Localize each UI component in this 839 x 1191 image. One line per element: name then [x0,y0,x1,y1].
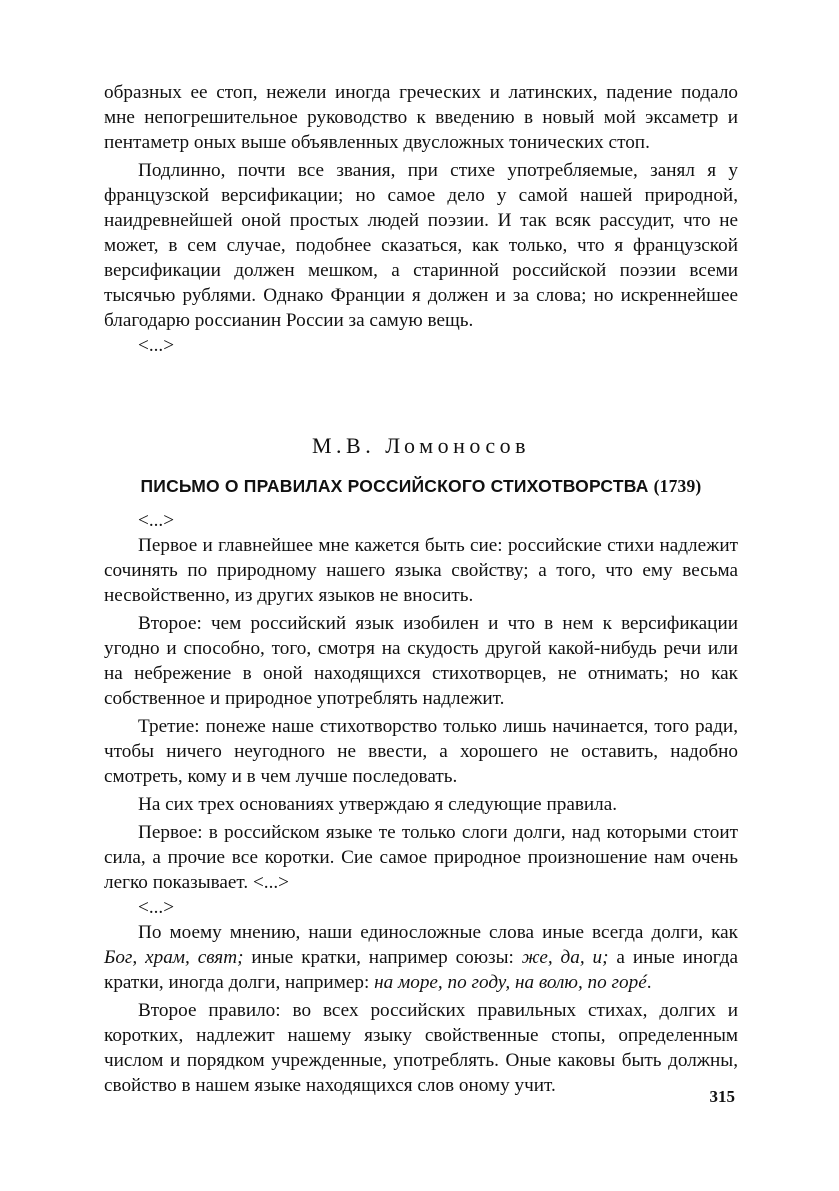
p6-text-b: иные кратки, например союзы: [243,947,522,968]
p6-text-c: а иные иногда кратки, иногда долги, например: [104,947,738,993]
p6-italic-3: на море, по году, на волю, по горé [374,972,647,993]
p6-text-a: По моему мнению, наши единосложные слова иные всегда долги, как [138,922,738,943]
section-paragraph-6 [104,920,738,995]
section-title [104,474,738,498]
section-paragraph-7: Второе правило: во всех российских правильных стихах, долгих и коротких, надлежит нашему языку свойственные стопы, определенным числом и порядком учрежденные, употреблять. Оные каковы быть должны, свойство в нашем языке находящихся слов оному учит. [104,1000,738,1096]
intro-paragraph-2: Подлинно, почти все звания, при стихе употребляемые, занял я у французской версификации; но самое дело у самой нашей природной, наидревнейшей оной простых людей поэзии. И так всяк рассудит, что не может, в сем случае, подобнее сказаться, как только, что я французской версификации должен мешком, а старинной российской поэзии всеми тысячью рублями. Однако Франции я должен и за слова; но искреннейшее благодарю россианин России за самую вещь. [104,160,738,331]
section-ellipsis-mid: <...> [138,897,175,918]
p6-italic-1: Бог, храм, свят; [104,947,244,968]
page-number: 315 [709,1087,735,1106]
intro-ellipsis: <...> [138,335,175,356]
section-paragraph-1: Первое и главнейшее мне кажется быть сие: российские стихи надлежит сочинять по природному нашего языка свойству; а того, что ему весьма несвойственно, из других языков не вносить. [104,535,738,606]
section-paragraph-2: Второе: чем российский язык изобилен и что в нем к версификации угодно и способно, того, смотря на скудость другой какой-нибудь речи или на небрежение в оной находящихся стихотворцев, не отнимать; но как собственное и природное употреблять надлежит. [104,613,738,709]
p6-italic-2: же, да, и; [521,947,609,968]
section-paragraph-5: Первое: в российском языке те только слоги долги, над которыми стоит сила, а прочие все коротки. Сие самое природное произношение нам очень легко показывает. <...> [104,822,738,893]
section-ellipsis-top: <...> [138,510,175,531]
section-paragraph-3: Третие: понеже наше стихотворство только лишь начинается, того ради, чтобы ничего неугодного не ввести, а хорошего не оставить, надобно смотреть, кому и в чем лучше последовать. [104,716,738,787]
intro-paragraph-1: образных ее стоп, нежели иногда греческих и латинских, падение подало мне непогрешительное руководство к введению в новый мой эксаметр и пентаметр оных выше объявленных двусложных тонических стоп. [104,82,738,153]
section-title-year: (1739) [653,476,702,496]
section-paragraph-4: На сих трех основаниях утверждаю я следующие правила. [138,794,618,815]
p6-text-d: . [646,972,652,993]
author-name: М.В. Ломоносов [311,433,531,458]
section-title-text: ПИСЬМО О ПРАВИЛАХ РОССИЙСКОГО СТИХОТВОРСТВА [140,476,649,496]
page-content [104,80,738,1120]
